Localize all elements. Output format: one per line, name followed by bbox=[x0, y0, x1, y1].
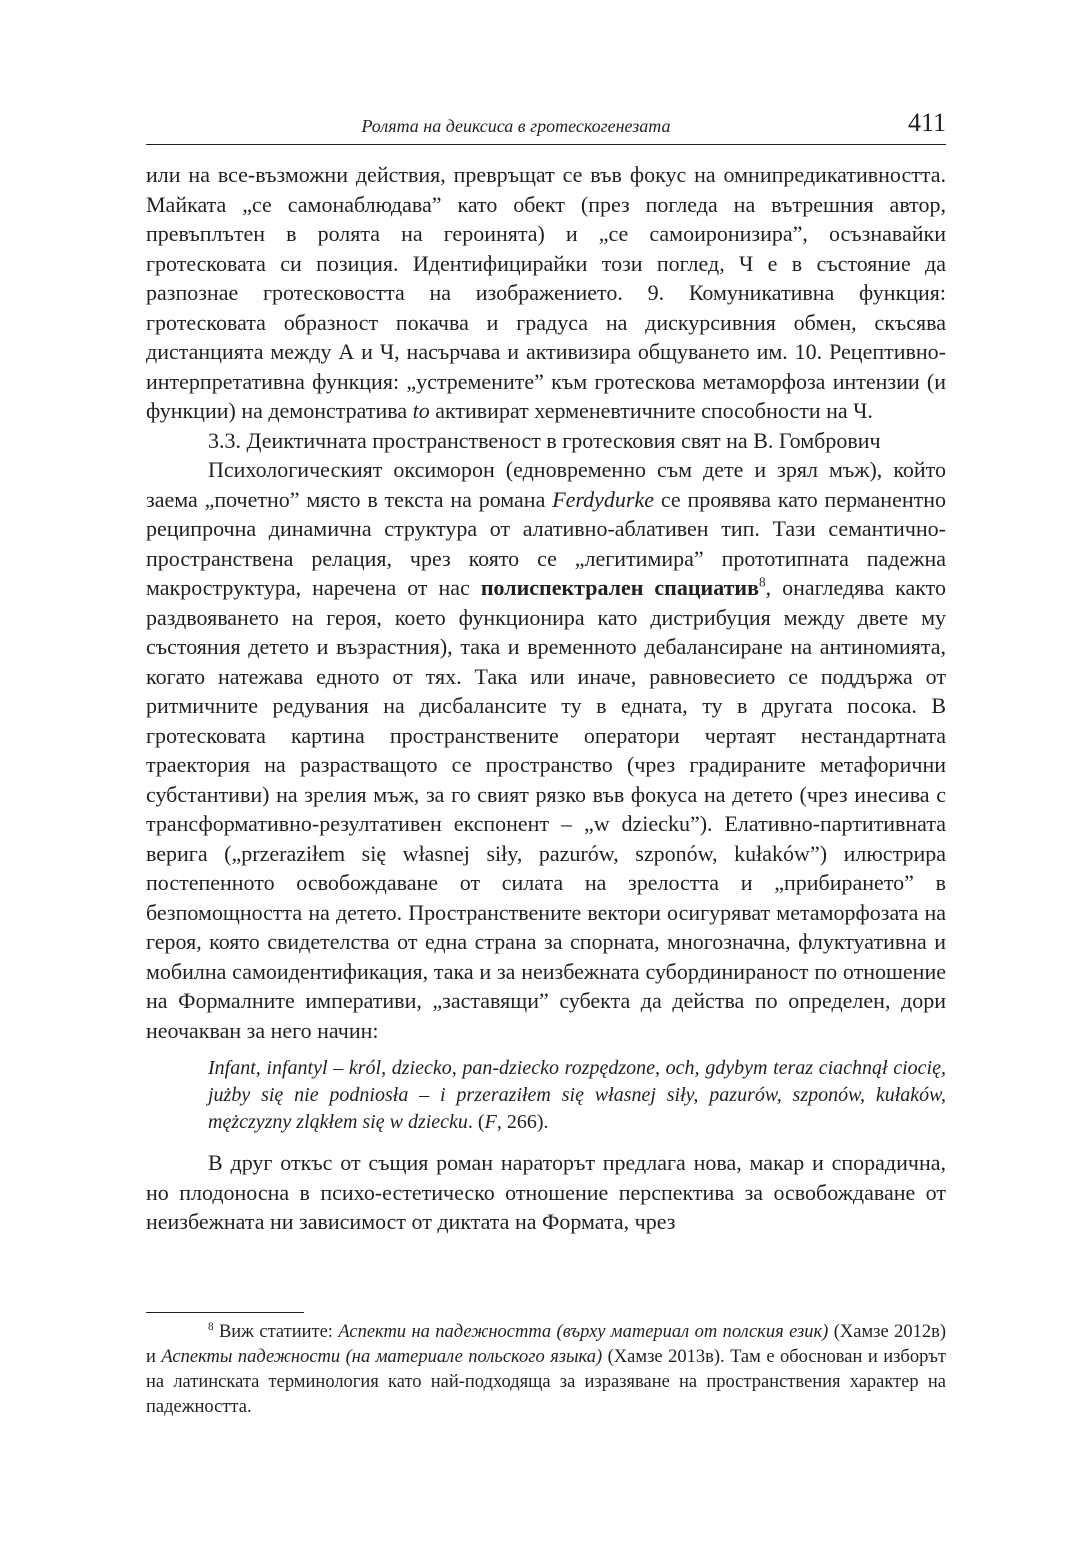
running-header bbox=[146, 108, 946, 145]
paragraph-3: В друг откъс от същия роман нараторът предлага нова, макар и спорадична, но плодоносна в психо-естетическо отношение перспектива за освобождаване от неизбежната ни зависимост от диктата на Формата, чрез bbox=[146, 1150, 946, 1234]
page-number: 411 bbox=[907, 108, 946, 137]
p2-end: , онагледява както раздвояването на героя, което функционира като дистрибуция между двете му състояния детето и възрастния), така и временното дебалансиране на антиномията, когато натежава едното от тях. Така или иначе, равновесието се поддържа от ритмичните редувания на дисбалансите ту в едната, ту в другата посока. В гротесковата картина пространствените оператори чертаят нестандартната траектория на разрастващото се пространство (чрез градираните метафорични субстантиви) на зрелия мъж, за го свият рязко във фокуса на детето (чрез инесива с трансформативно-резултативен експонент – „w dziecku”). Елативно-партитивната верига („przeraziłem się własnej siły, pazurów, szponów, kułaków”) илюстрира постепенното освобождаване от силата на зрелостта и „прибирането” в безпомощността на детето. Пространствените вектори осигуряват метаморфозата на героя, която свидетелства от една страна за спорната, многозначна, флуктуативна и мобилна самоидентификация, така и за неизбежната субординираност по отношение на Формалните императиви, „заставящи” субекта да действа по определен, дори неочакван за него начин: bbox=[146, 575, 946, 1043]
quote-ref-close: , 266). bbox=[496, 1111, 549, 1133]
body-text bbox=[146, 160, 946, 1237]
p1-text: или на все-възможни действия, превръщат се във фокус на омнипредикативността. Майката „се самонаблюдава” като обект (през погледа на вътрешния автор, превъплътен в ролята на героинята) и „се самоиронизира”, осъзнавайки гротесковата си позиция. Идентифицирайки този поглед, Ч е в състояние да разпознае гротесковостта на изображението. 9. Комуникативна функция: гротесковата образност покачва и градуса на дискурсивния обмен, скъсява дистанцията между А и Ч, насърчава и активизира общуването им. 10. Рецептивно-интерпретативна функция: „устремените” към гротескова метаморфоза интензии (и функции) на демонстратива bbox=[146, 162, 946, 423]
section-heading: 3.3. Деиктичната пространственост в гротесковия свят на В. Гомбрович bbox=[208, 427, 881, 453]
quote-ref-open: . ( bbox=[467, 1111, 485, 1133]
paragraph-1 bbox=[146, 160, 946, 426]
p2-bold-term: полиспектрален спациатив bbox=[480, 575, 759, 600]
p1-italic: to bbox=[412, 398, 430, 423]
block-quote bbox=[208, 1055, 946, 1136]
running-title: Ролята на деиксиса в гротескогенезата bbox=[361, 116, 671, 136]
p2-mid: се проявява като перманентно реципрочна динамична структура от алативно-аблативен тип. Тази семантично-пространствена релация, чрез която се „легитимира” прототипната падежна макроструктура, наречена от нас bbox=[146, 486, 946, 600]
footnote-start: Виж статиите: bbox=[213, 1322, 339, 1342]
footnote-8 bbox=[146, 1320, 946, 1420]
quote-ref-letter: F bbox=[484, 1111, 497, 1133]
footnote-divider bbox=[146, 1312, 304, 1313]
footnote-title-2: Аспекты падежности (на материале польского языка) bbox=[161, 1347, 603, 1367]
footnote-number: 8 bbox=[208, 1320, 214, 1333]
footnote bbox=[146, 1320, 946, 1420]
footnote-ref[interactable]: 8 bbox=[759, 574, 766, 590]
paragraph-2 bbox=[146, 455, 946, 1045]
p1-end: активират херменевтичните способности на Ч. bbox=[429, 398, 873, 423]
p2-start: Психологическият оксиморон (едновременно съм дете и зрял мъж), който заема „почетно” място в текста на романа bbox=[146, 457, 946, 512]
quote-text: Infant, infantyl – król, dziecko, pan-dziecko rozpędzone, och, gdybym teraz ciachnął ciocię, jużby się nie podniosła – i przeraziłem się własnej siły, pazurów, szponów, kułaków, mężczyzny zląkłem się w dziecku bbox=[208, 1057, 946, 1133]
footnote-end: (Хамзе 2013в). Там е обоснован и изборът на латинската терминология като най-подходяща за изразяване на пространствения характер на падежността. bbox=[146, 1347, 946, 1417]
footnote-mid: (Хамзе 2012в) и bbox=[146, 1322, 946, 1367]
p2-italic: Ferdydurke bbox=[552, 486, 654, 512]
footnote-title-1: Аспекти на падежността (върху материал от полския език) bbox=[338, 1322, 829, 1342]
